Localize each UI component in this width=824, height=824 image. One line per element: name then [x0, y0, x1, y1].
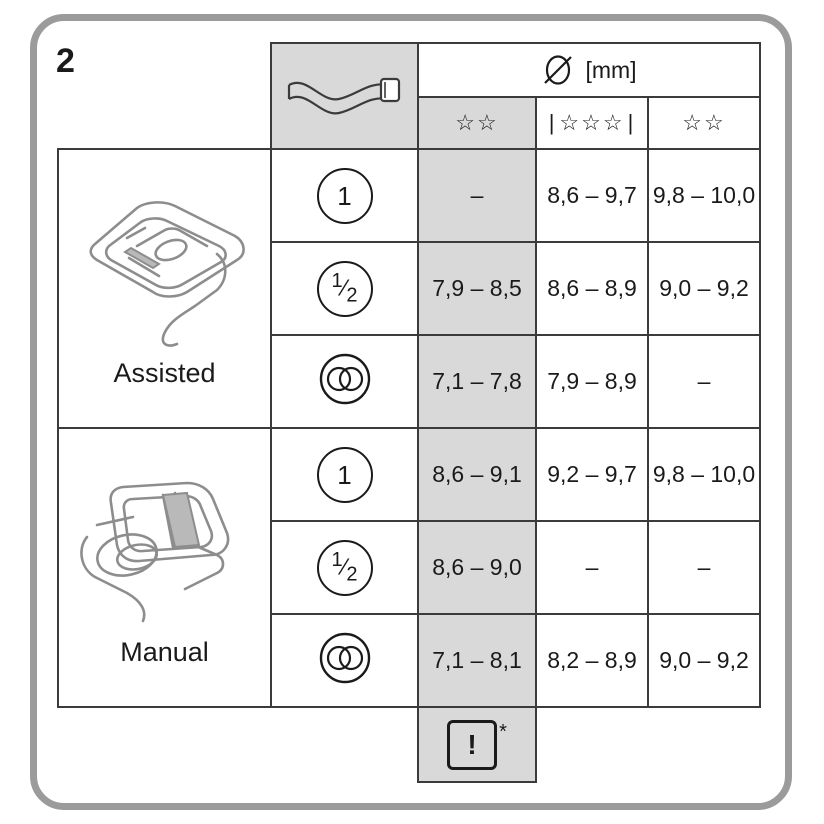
value-cell: 8,6 – 8,9	[536, 242, 648, 335]
rope-diameter-table	[57, 42, 761, 783]
table-header-row-symbols	[58, 43, 760, 97]
assisted-label: Assisted	[113, 358, 216, 388]
manual-device-cell	[58, 428, 271, 707]
diameter-unit-label: [mm]	[585, 56, 637, 83]
assisted-belay-device-icon	[67, 180, 263, 356]
footer-empty-2	[271, 707, 418, 782]
value-cell: 9,8 – 10,0	[648, 149, 760, 242]
mode-cell-assisted-1	[271, 149, 418, 242]
mode-cell-assisted-3	[271, 335, 418, 428]
value-cell: –	[648, 521, 760, 614]
warning-cell	[418, 707, 536, 782]
twin-rope-icon	[318, 631, 372, 685]
value-cell: 7,9 – 8,9	[536, 335, 648, 428]
value-cell: 8,6 – 9,7	[536, 149, 648, 242]
twin-rope-icon	[318, 352, 372, 406]
header-diameter-cell	[418, 43, 760, 97]
footnote-marker: *	[499, 720, 507, 743]
single-rope-icon: 1	[317, 447, 373, 503]
half-rope-icon: $^1⁄_2$	[317, 540, 373, 596]
mode-cell-manual-1	[271, 428, 418, 521]
table-row	[58, 428, 760, 521]
table-row	[58, 149, 760, 242]
value-cell: 9,0 – 9,2	[648, 614, 760, 707]
value-cell: –	[536, 521, 648, 614]
value-cell: 9,0 – 9,2	[648, 242, 760, 335]
stars-rating-3: ☆☆	[682, 110, 726, 135]
header-rope-icon-cell	[271, 43, 418, 149]
stars-rating-1: ☆☆	[455, 110, 499, 135]
stars-right-bar: |	[627, 110, 636, 135]
diameter-icon	[541, 53, 575, 87]
value-cell: –	[648, 335, 760, 428]
stars-rating-2	[537, 112, 647, 134]
header-empty-corner-2	[58, 97, 271, 149]
footer-empty-4	[648, 707, 760, 782]
manual-belay-device-icon	[67, 459, 263, 635]
rope-segment-icon	[272, 73, 417, 119]
header-stars-col-2	[536, 97, 648, 149]
mode-cell-assisted-2	[271, 242, 418, 335]
value-cell: –	[418, 149, 536, 242]
header-empty-corner	[58, 43, 271, 97]
manual-label: Manual	[120, 637, 209, 667]
value-cell: 8,6 – 9,0	[418, 521, 536, 614]
half-rope-icon: $^1⁄_2$	[317, 261, 373, 317]
value-cell: 7,1 – 7,8	[418, 335, 536, 428]
header-stars-col-3	[648, 97, 760, 149]
single-rope-icon: 1	[317, 168, 373, 224]
value-cell: 7,1 – 8,1	[418, 614, 536, 707]
mode-cell-manual-3	[271, 614, 418, 707]
table-footer-row	[58, 707, 760, 782]
warning-exclamation-icon: !	[447, 720, 497, 770]
header-stars-col-1	[418, 97, 536, 149]
mode-cell-manual-2	[271, 521, 418, 614]
stars-rating-2-glyphs: ☆☆☆	[559, 110, 625, 135]
value-cell: 7,9 – 8,5	[418, 242, 536, 335]
value-cell: 8,6 – 9,1	[418, 428, 536, 521]
footer-empty-1	[58, 707, 271, 782]
stars-left-bar: |	[548, 110, 557, 135]
value-cell: 8,2 – 8,9	[536, 614, 648, 707]
step-number: 2	[56, 42, 75, 80]
assisted-device-cell	[58, 149, 271, 428]
value-cell: 9,2 – 9,7	[536, 428, 648, 521]
footer-empty-3	[536, 707, 648, 782]
value-cell: 9,8 – 10,0	[648, 428, 760, 521]
